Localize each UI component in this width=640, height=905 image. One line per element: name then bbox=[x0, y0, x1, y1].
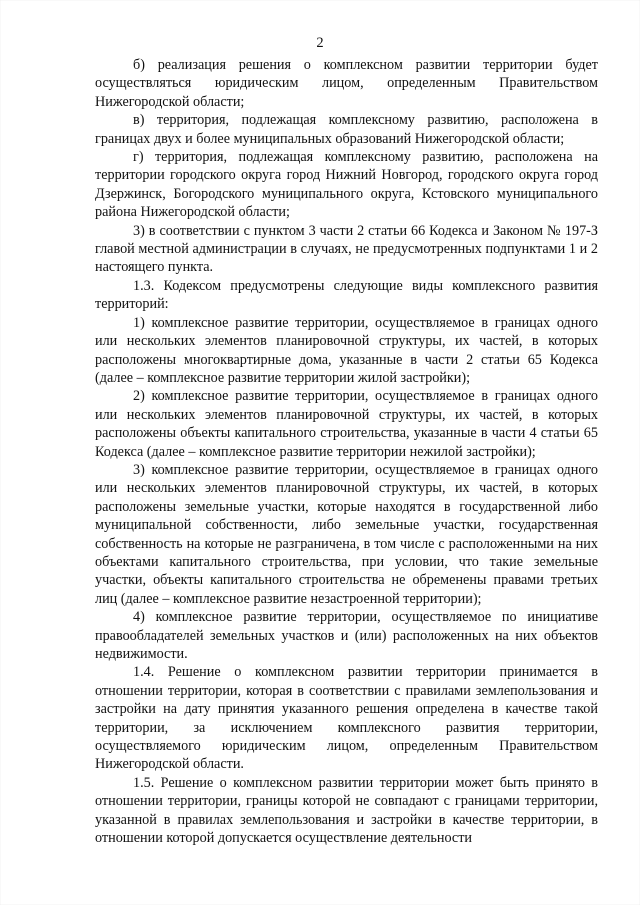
paragraph-1-4-decision: 1.4. Решение о комплексном развитии территории принимается в отношении территории, которая в соответствии с правилами землепользования и застройки на дату принятия указанного решения определена в качестве такой территории, за исключением комплексного развития территории, осуществляемого юридическим лицом, определенным Правительством Нижегородской области. bbox=[95, 664, 598, 773]
paragraph-1-5-decision-boundaries: 1.5. Решение о комплексном развитии территории может быть принято в отношении территории, границы которой не совпадают с границами территории, указанной в правилах землепользования и застройки в качестве территории, в отношении которой допускается осуществление деятельности bbox=[95, 774, 598, 847]
paragraph-type-2-nonresidential: 2) комплексное развитие территории, осуществляемое в границах одного или нескольких элементов планировочной структуры, их частей, в которых расположены объекты капитального строительства, указанные в части 4 статьи 65 Кодекса (далее – комплексное развитие территории нежилой застройки); bbox=[95, 388, 598, 460]
document-body bbox=[95, 56, 598, 847]
paragraph-g-city-districts: г) территория, подлежащая комплексному развитию, расположена на территории городского округа город Нижний Новгород, городского округа город Дзержинск, Богородского муниципального округа, Кстовского муниципального района Нижегородской области; bbox=[95, 149, 598, 221]
paragraph-type-4-owners-initiative: 4) комплексное развитие территории, осуществляемое по инициативе правообладателей земельных участков и (или) расположенных на них объектов недвижимости. bbox=[95, 609, 598, 662]
paragraph-1-3-types: 1.3. Кодексом предусмотрены следующие виды комплексного развития территорий: bbox=[95, 277, 598, 313]
paragraph-v-two-municipalities: в) территория, подлежащая комплексному развитию, расположена в границах двух и более муниципальных образований Нижегородской области; bbox=[95, 112, 598, 147]
paragraph-type-3-undeveloped: 3) комплексное развитие территории, осуществляемое в границах одного или нескольких элементов планировочной структуры, их частей, в которых расположены земельные участки, которые находятся в государственной либо муниципальной собственности, либо земельные участки, государственная собственность на которые не разграничена, в том числе с расположенными на них объектами капитального строительства, при условии, что такие земельные участки, объекты капитального строительства не обременены правами третьих лиц (далее – комплексное развитие незастроенной территории); bbox=[95, 461, 598, 607]
paragraph-3-local-administration: 3) в соответствии с пунктом 3 части 2 статьи 66 Кодекса и Законом № 197-З главой местной администрации в случаях, не предусмотренных подпунктами 1 и 2 настоящего пункта. bbox=[95, 222, 598, 276]
paragraph-type-1-residential: 1) комплексное развитие территории, осуществляемое в границах одного или нескольких элементов планировочной структуры, их частей, в которых расположены многоквартирные дома, указанные в части 2 статьи 65 Кодекса (далее – комплексное развитие территории жилой застройки); bbox=[95, 314, 598, 386]
paragraph-b-implementation: б) реализация решения о комплексном развитии территории будет осуществляться юридическим лицом, определенным Правительством Нижегородской области; bbox=[95, 57, 598, 110]
page-number: 2 bbox=[316, 35, 324, 51]
